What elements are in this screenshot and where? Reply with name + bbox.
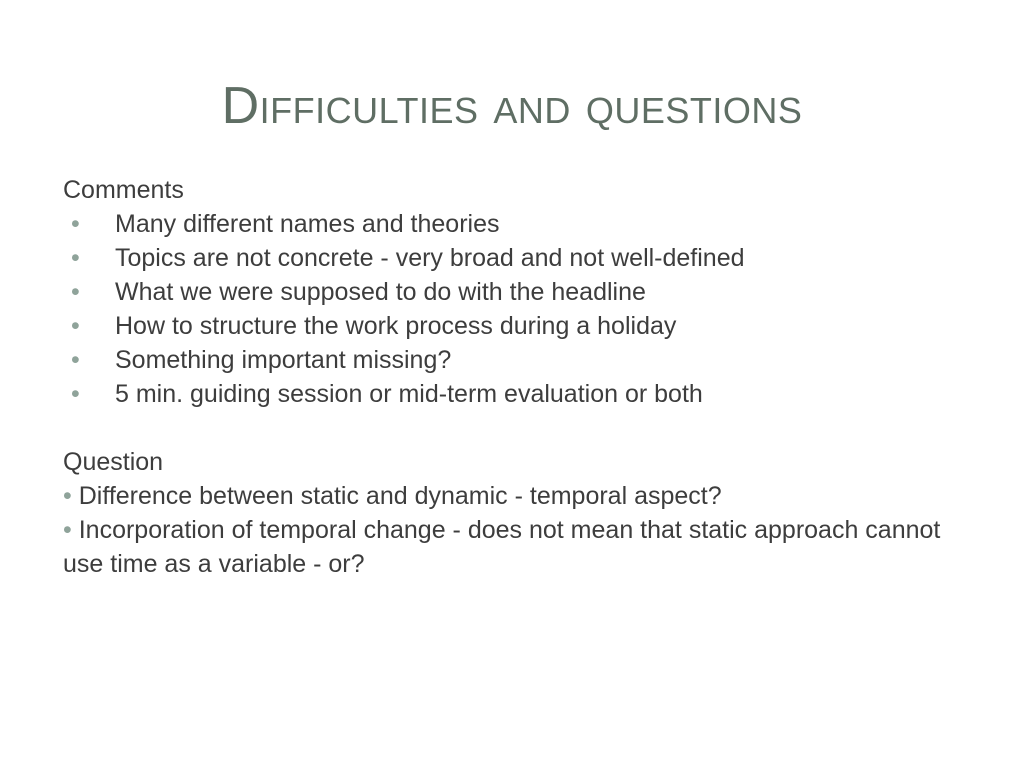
list-item (63, 309, 963, 343)
slide-title: Difficulties and questions (221, 77, 803, 135)
question-item (63, 513, 963, 581)
bullet-icon: • (71, 380, 80, 408)
bullet-icon: • (63, 482, 72, 510)
section-spacer (63, 411, 963, 445)
slide-body (63, 173, 963, 581)
comments-list (63, 207, 963, 411)
bullet-icon: • (63, 516, 72, 544)
comments-heading: Comments (63, 176, 184, 204)
list-item (63, 377, 963, 411)
question-item (63, 479, 963, 513)
list-item-text: What we were supposed to do with the headline (115, 278, 646, 306)
bullet-icon: • (71, 278, 80, 306)
question-item-text: Incorporation of temporal change - does not mean that static approach cannot use time as a variable - or? (63, 516, 941, 578)
bullet-icon: • (71, 346, 80, 374)
list-item-text: Many different names and theories (115, 210, 500, 238)
question-item-text: Difference between static and dynamic - temporal aspect? (78, 482, 722, 510)
list-item-text: Topics are not concrete - very broad and not well-defined (115, 244, 745, 272)
bullet-icon: • (71, 210, 80, 238)
list-item (63, 275, 963, 309)
list-item-text: Something important missing? (115, 346, 452, 374)
list-item-text: How to structure the work process during a holiday (115, 312, 677, 340)
question-heading: Question (63, 448, 164, 476)
bullet-icon: • (71, 244, 80, 272)
list-item (63, 241, 963, 275)
bullet-icon: • (71, 312, 80, 340)
list-item (63, 207, 963, 241)
list-item-text: 5 min. guiding session or mid-term evaluation or both (115, 380, 703, 408)
list-item (63, 343, 963, 377)
